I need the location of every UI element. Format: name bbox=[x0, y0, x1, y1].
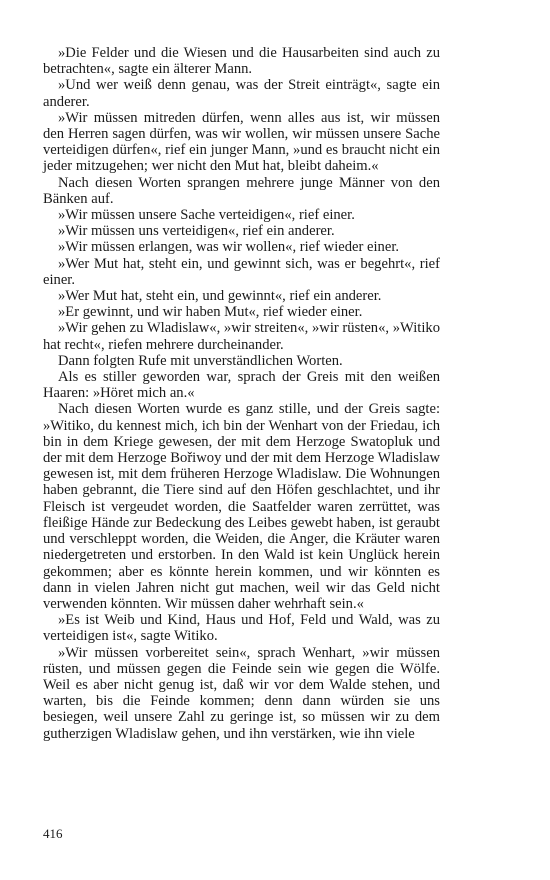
paragraph: »Er gewinnt, und wir haben Mut«, rief wieder einer. bbox=[58, 304, 363, 321]
paragraph: Nach diesen Worten wurde es ganz stille, und der Greis sagte: »Witiko, du kennest mich, ich bin der Wenhart von der Friedau, ich bin in dem Kriege gewesen, der mit dem Herzoge Swatopluk und der mit dem Herzoge Bořiwoy und der mit dem Herzoge Wladislaw gewesen ist, mit dem früheren Herzoge Wladislaw. Die Wohnungen haben gebrannt, die Tiere sind auf den Höfen geschlachtet, und ihr Fleisch ist vergeudet worden, die Saatfelder waren zerrüttet, was fleißige Hände zur Bedeckung des Leibes gewebt haben, ist geraubt und verschleppt worden, die Weiden, die Anger, die Kräuter waren niedergetreten und erstorben. In den Wald ist kein Unglück herein gekommen; aber es könnte herein kommen, und wir könnten es dann in vielen Jahren nicht gut machen, weil wir das Geld nicht verwenden könnten. Wir müssen daher wehrhaft sein.« bbox=[43, 401, 440, 612]
paragraph: »Wer Mut hat, steht ein, und gewinnt«, rief ein anderer. bbox=[58, 288, 382, 305]
paragraph: »Wir gehen zu Wladislaw«, »wir streiten«, »wir rüsten«, »Witiko hat recht«, riefen mehrere durcheinander. bbox=[43, 320, 440, 353]
paragraph: »Wir müssen mitreden dürfen, wenn alles aus ist, wir müssen den Herren sagen dürfen, was wir wollen, wir müssen unsere Sache verteidigen dürfen«, rief ein junger Mann, »und es braucht nicht ein jeder mitzugehen; wer nicht den Mut hat, bleibt daheim.« bbox=[43, 109, 440, 175]
paragraph: »Wir müssen erlangen, was wir wollen«, rief wieder einer. bbox=[58, 239, 400, 256]
paragraph: Nach diesen Worten sprangen mehrere junge Männer von den Bänken auf. bbox=[43, 174, 440, 207]
paragraph: »Wir müssen vorbereitet sein«, sprach Wenhart, »wir müssen rüsten, und müssen gegen die Feinde sein wie gegen die Wölfe. Weil es aber nicht genug ist, daß wir vor dem Walde stehen, und warten, bis die Feinde kommen; denn dann würden sie uns besiegen, weil unsere Zahl zu geringe ist, so müssen wir zu dem gutherzigen Wladislaw gehen, und ihn verstärken, wie ihn viele bbox=[43, 644, 440, 742]
paragraph: »Und wer weiß denn genau, was der Streit einträgt«, sagte ein anderer. bbox=[43, 77, 440, 110]
paragraph: Als es stiller geworden war, sprach der Greis mit den weißen Haaren: »Höret mich an.« bbox=[43, 369, 440, 402]
paragraph: »Es ist Weib und Kind, Haus und Hof, Feld und Wald, was zu verteidigen ist«, sagte Witiko. bbox=[43, 612, 440, 645]
paragraph: »Die Felder und die Wiesen und die Hausarbeiten sind auch zu betrachten«, sagte ein älterer Mann. bbox=[43, 45, 440, 78]
page-body bbox=[43, 45, 440, 742]
paragraph: »Wir müssen unsere Sache verteidigen«, rief einer. bbox=[58, 207, 355, 224]
paragraph: Dann folgten Rufe mit unverständlichen Worten. bbox=[58, 352, 343, 369]
page-number: 416 bbox=[43, 826, 63, 841]
paragraph: »Wir müssen uns verteidigen«, rief ein anderer. bbox=[58, 223, 335, 240]
paragraph: »Wer Mut hat, steht ein, und gewinnt sich, was er begehrt«, rief einer. bbox=[43, 255, 440, 288]
